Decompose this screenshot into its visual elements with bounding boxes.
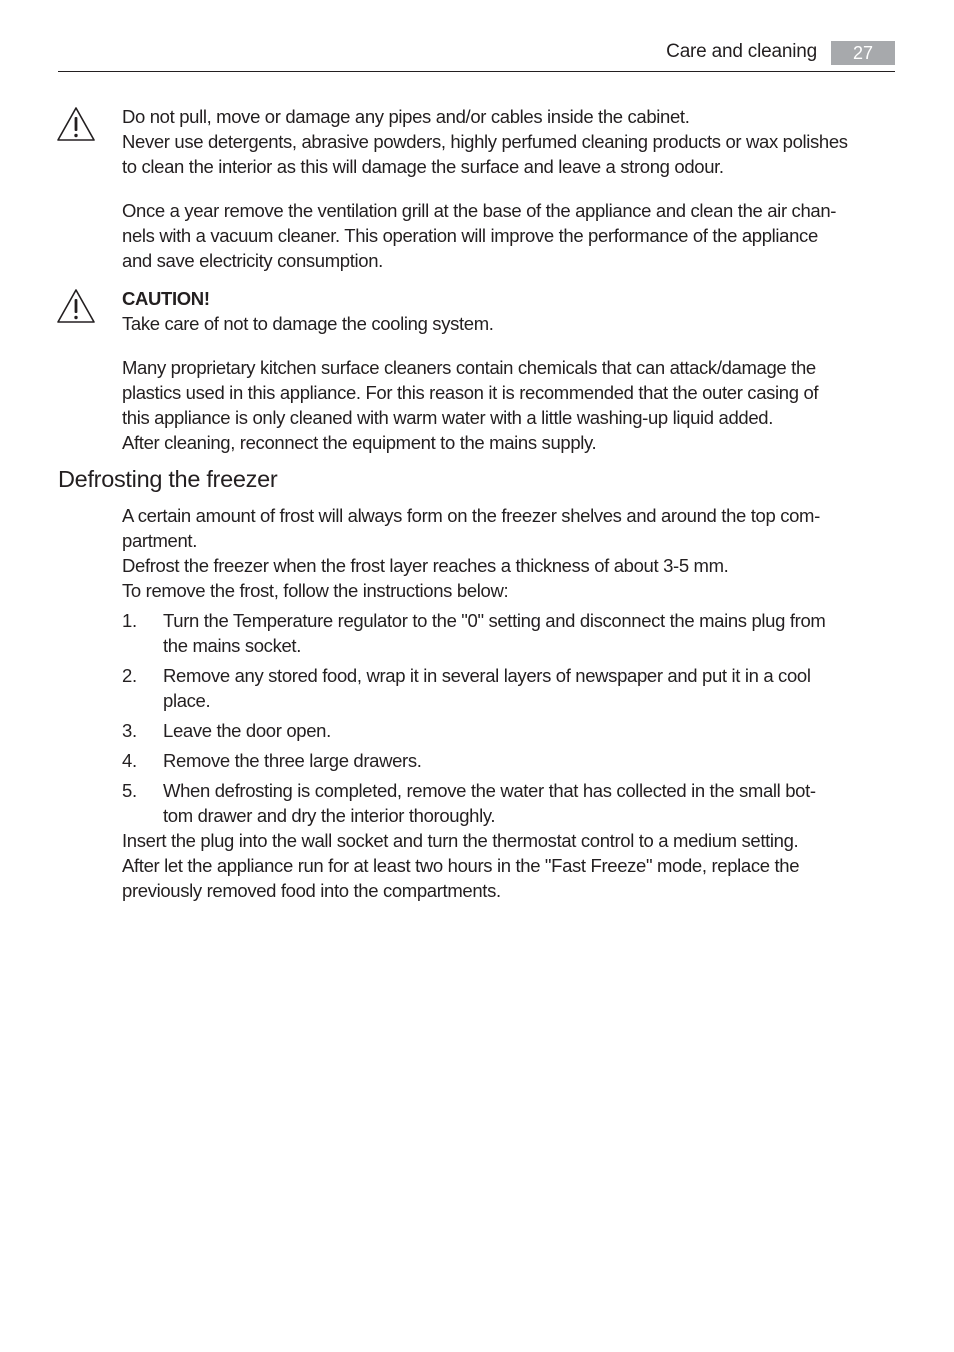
text-line: partment.	[122, 530, 197, 551]
text-line: Many proprietary kitchen surface cleaners contain chemicals that can attack/damage the	[122, 357, 816, 378]
text-line: After let the appliance run for at least two hours in the "Fast Freeze" mode, replace the	[122, 855, 800, 876]
step-text-line: Remove the three large drawers.	[163, 750, 422, 771]
text-line: A certain amount of frost will always form on the freezer shelves and around the top com-	[122, 505, 820, 526]
caution-text: Take care of not to damage the cooling system.	[122, 313, 494, 334]
section-heading: Defrosting the freezer	[58, 466, 278, 492]
step-number: 2.	[122, 665, 137, 686]
text-line: nels with a vacuum cleaner. This operation will improve the performance of the appliance	[122, 225, 818, 246]
text-line: After cleaning, reconnect the equipment to the mains supply.	[122, 432, 597, 453]
warning-triangle-icon	[56, 106, 96, 142]
step-text-line: tom drawer and dry the interior thoroughly.	[163, 805, 496, 826]
step-text-line: When defrosting is completed, remove the water that has collected in the small bot-	[163, 780, 816, 801]
text-line: Insert the plug into the wall socket and turn the thermostat control to a medium setting.	[122, 830, 799, 851]
text-line: Do not pull, move or damage any pipes and/or cables inside the cabinet.	[122, 106, 690, 127]
step-text-line: Turn the Temperature regulator to the "0" setting and disconnect the mains plug from	[163, 610, 826, 631]
page-header	[58, 38, 895, 72]
text-line: Defrost the freezer when the frost layer reaches a thickness of about 3-5 mm.	[122, 555, 729, 576]
text-line: and save electricity consumption.	[122, 250, 383, 271]
caution-label: CAUTION!	[122, 288, 210, 309]
text-line: Never use detergents, abrasive powders, highly perfumed cleaning products or wax polishes	[122, 131, 848, 152]
step-text-line: Remove any stored food, wrap it in several layers of newspaper and put it in a cool	[163, 665, 811, 686]
text-line: plastics used in this appliance. For this reason it is recommended that the outer casing of	[122, 382, 819, 403]
text-line: previously removed food into the compartments.	[122, 880, 501, 901]
text-line: to clean the interior as this will damage the surface and leave a strong odour.	[122, 156, 724, 177]
cleaners-paragraph	[122, 355, 897, 455]
caution-block	[122, 286, 897, 336]
step-text-line: the mains socket.	[163, 635, 302, 656]
step-number: 5.	[122, 780, 137, 801]
text-line: To remove the frost, follow the instructions below:	[122, 580, 509, 601]
warning-triangle-icon	[56, 288, 96, 324]
text-line: Once a year remove the ventilation grill at the base of the appliance and clean the air chan-	[122, 200, 837, 221]
step-number: 4.	[122, 750, 137, 771]
page-number: 27	[831, 41, 895, 65]
defrost-intro	[122, 503, 897, 603]
step-text-line: place.	[163, 690, 211, 711]
ventilation-paragraph	[122, 198, 897, 273]
step-number: 3.	[122, 720, 137, 741]
step-number: 1.	[122, 610, 137, 631]
step-text-line: Leave the door open.	[163, 720, 331, 741]
defrost-outro	[122, 828, 897, 903]
header-section-title: Care and cleaning	[666, 41, 817, 62]
text-line: this appliance is only cleaned with warm water with a little washing-up liquid added.	[122, 407, 774, 428]
warning-block-pipes	[122, 104, 897, 179]
